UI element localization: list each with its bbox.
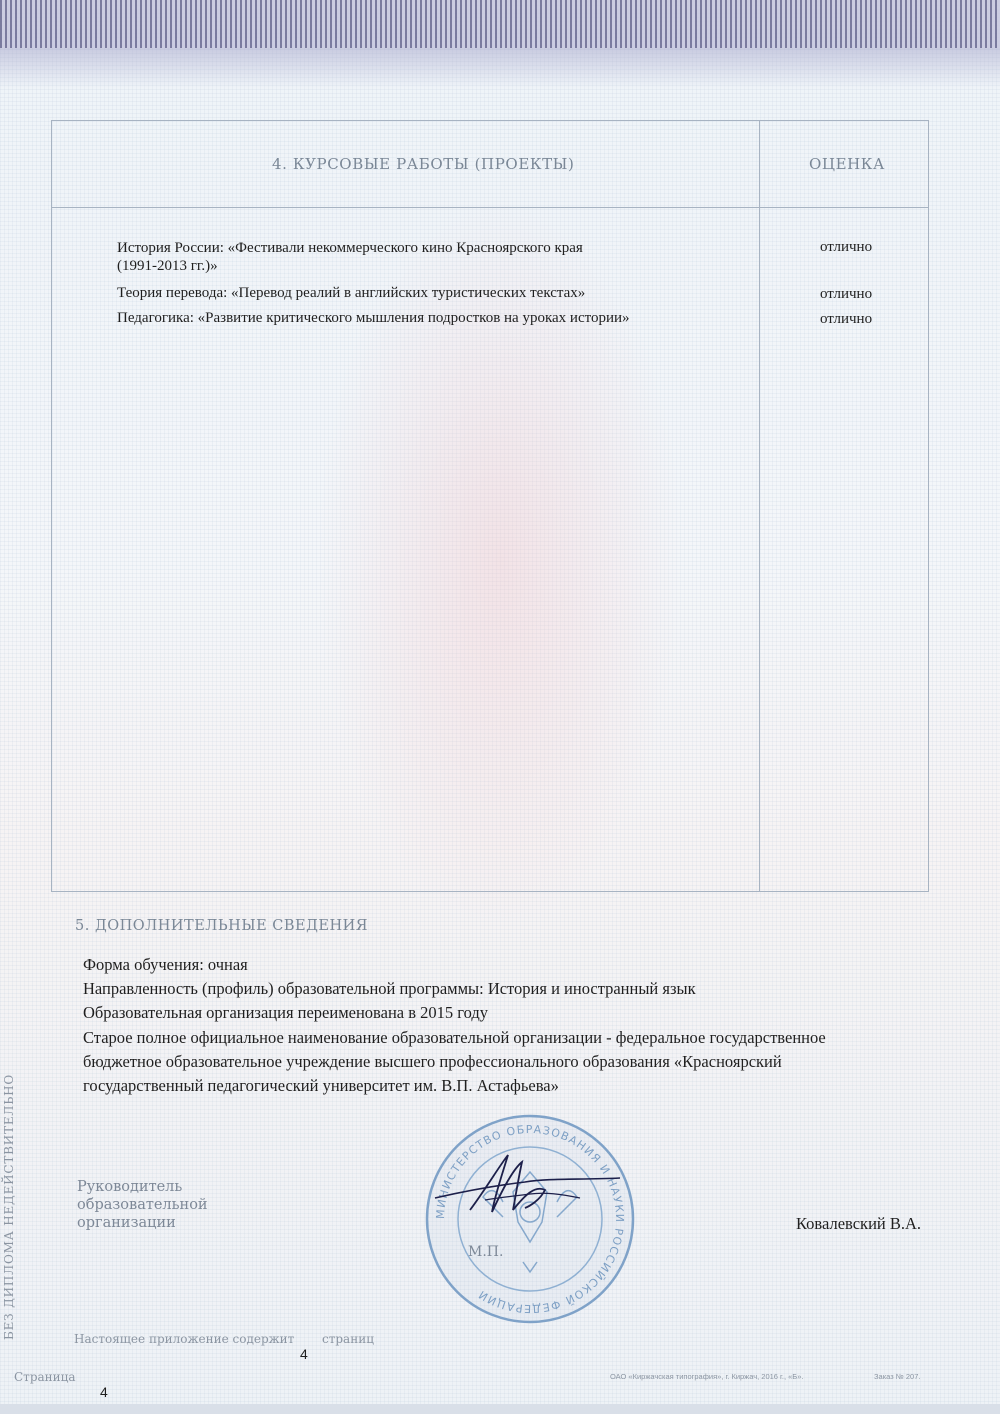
order-info: Заказ № 207. [874, 1372, 921, 1381]
additional-info-line: бюджетное образовательное учреждение высшего профессионального образования «Красноярский [83, 1052, 782, 1071]
page-label: Страница [14, 1370, 76, 1384]
coursework-grade: отлично [820, 311, 873, 327]
coursework-title: Теория перевода: «Перевод реалий в английских туристических текстах» [117, 285, 586, 301]
pages-contains-label: Настоящее приложение содержит [74, 1332, 295, 1346]
signer-name: Ковалевский В.А. [796, 1214, 922, 1233]
handwritten-signature [430, 1150, 630, 1230]
additional-info-header: 5. ДОПОЛНИТЕЛЬНЫЕ СВЕДЕНИЯ [75, 918, 368, 934]
pages-count: 4 [300, 1346, 308, 1362]
page-bottom-edge [0, 1404, 1000, 1414]
security-pattern-fade [0, 48, 1000, 88]
table-header-divider [52, 207, 928, 208]
coursework-title: Педагогика: «Развитие критического мышления подростков на уроках истории» [117, 310, 630, 326]
coursework-title: История России: «Фестивали некоммерческого кино Красноярского края [117, 240, 583, 256]
additional-info-line: государственный педагогический университет им. В.П. Астафьева» [83, 1076, 559, 1095]
additional-info-line: Форма обучения: очная [83, 955, 248, 974]
seal-text: МИНИСТЕРСТВО ОБРАЗОВАНИЯ И НАУКИ РОССИЙСКОЙ ФЕДЕРАЦИИ [433, 1122, 627, 1316]
coursework-grade: отлично [820, 239, 873, 255]
head-label-line: организации [77, 1215, 176, 1231]
printer-info: ОАО «Киржачская типография», г. Киржач, 2016 г., «Б». [610, 1372, 804, 1381]
coursework-row [117, 239, 697, 275]
courseworks-header: 4. КУРСОВЫЕ РАБОТЫ (ПРОЕКТЫ) [272, 155, 575, 173]
coursework-row [117, 309, 697, 327]
pages-label: страниц [322, 1332, 374, 1346]
coursework-title-cont: (1991-2013 гг.)» [117, 258, 218, 274]
table-column-divider [759, 121, 760, 891]
stamp-place-label: М.П. [468, 1244, 504, 1260]
grade-header: ОЦЕНКА [809, 155, 885, 173]
coursework-row [117, 284, 697, 302]
additional-info-line: Образовательная организация переименована в 2015 году [83, 1003, 489, 1022]
additional-info-line: Старое полное официальное наименование образовательной организации - федеральное государственное [83, 1028, 826, 1047]
page-number: 4 [100, 1384, 108, 1400]
additional-info-line: Направленность (профиль) образовательной программы: История и иностранный язык [83, 979, 696, 998]
courseworks-table [51, 120, 929, 892]
side-watermark: БЕЗ ДИПЛОМА НЕДЕЙСТВИТЕЛЬНО [2, 1073, 16, 1340]
head-of-organization-label [77, 1178, 317, 1232]
head-label-line: Руководитель образовательной [77, 1179, 208, 1213]
coursework-grade: отлично [820, 286, 873, 302]
security-pattern-band [0, 0, 1000, 48]
